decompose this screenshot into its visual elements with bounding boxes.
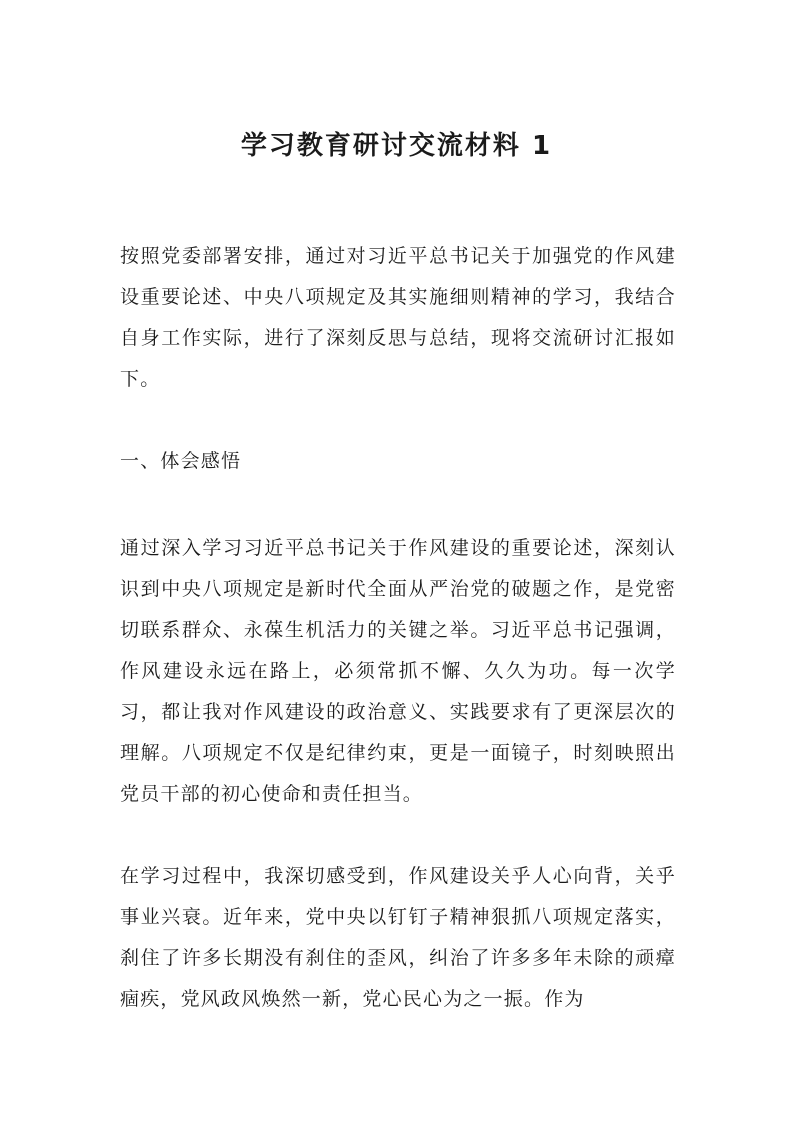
section-heading: 一、体会感悟 [120, 450, 242, 472]
body-paragraph-1: 通过深入学习习近平总书记关于作风建设的重要论述，深刻认识到中央八项规定是新时代全面从严治党的破题之作，是党密切联系群众、永葆生机活力的关键之举。习近平总书记强调，作风建设永远在路上，必须常抓不懈、久久为功。每一次学习，都让我对作风建设的政治意义、实践要求有了更深层次的理解。八项规定不仅是纪律约束，更是一面镜子，时刻映照出党员干部的初心使命和责任担当。 [120, 537, 676, 805]
document-title: 学习教育研讨交流材料 1 [240, 131, 553, 161]
intro-paragraph: 按照党委部署安排，通过对习近平总书记关于加强党的作风建设重要论述、中央八项规定及其实施细则精神的学习，我结合自身工作实际，进行了深刻反思与总结，现将交流研讨汇报如下。 [120, 245, 676, 390]
body-paragraph-2: 在学习过程中，我深切感受到，作风建设关乎人心向背，关乎事业兴衰。近年来，党中央以钉钉子精神狠抓八项规定落实，刹住了许多长期没有刹住的歪风，纠治了许多多年未除的顽瘴痼疾，党风政风焕然一新，党心民心为之一振。作为 [120, 865, 676, 1010]
